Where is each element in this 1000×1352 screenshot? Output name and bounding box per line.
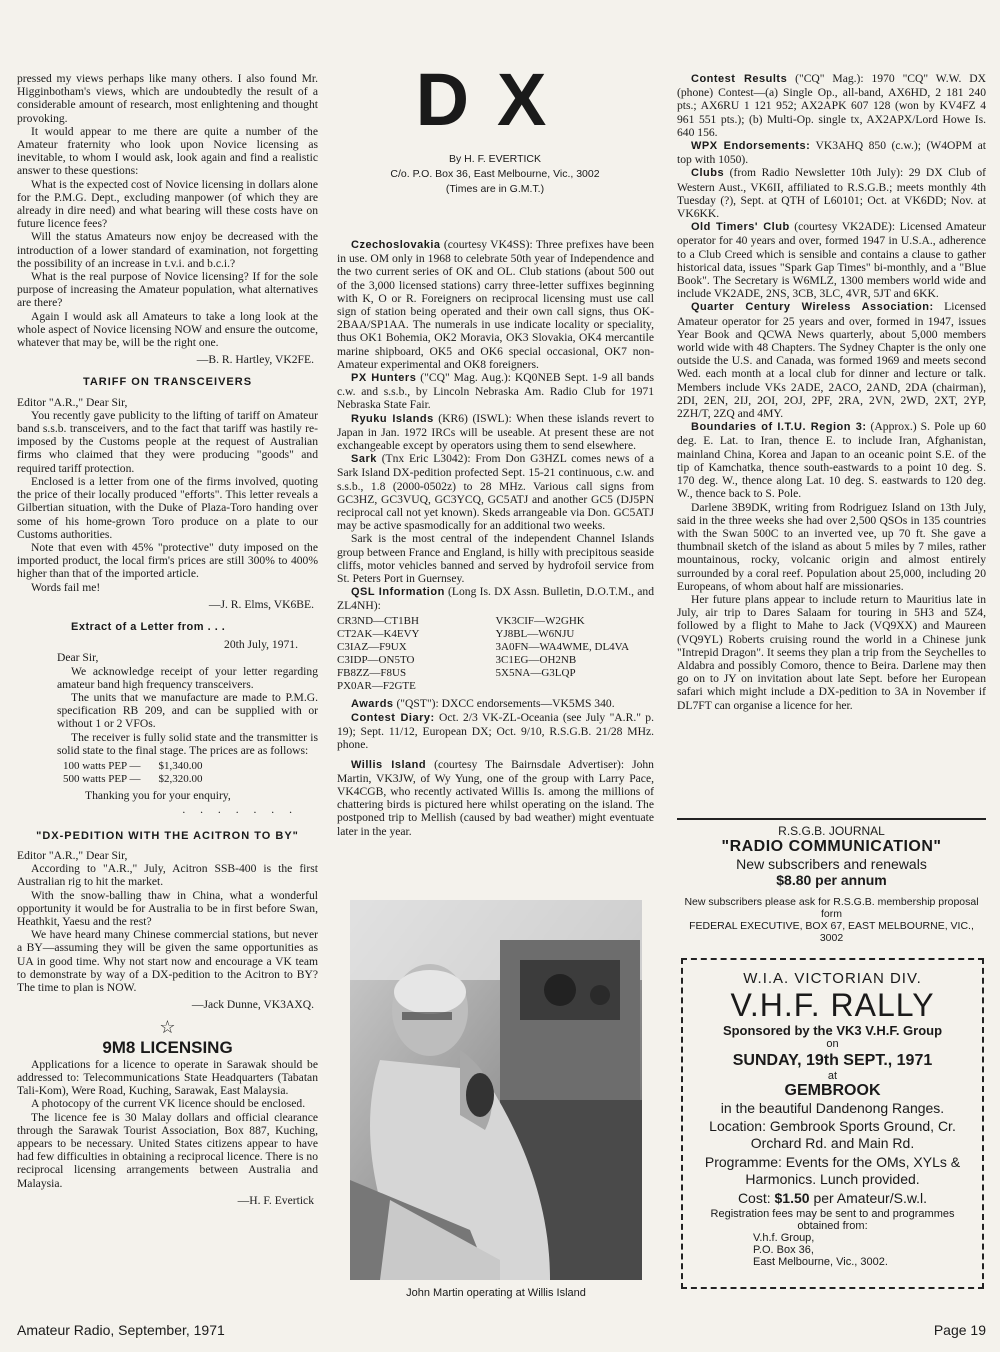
- paragraph: (courtesy The Bairnsdale Advertiser): John Martin, VK3JW, of Wy Yung, one of the group with Larry Pace, VK4CGB, who recently activated Willis Is. among the millions of chattering birds is pictured here whilst operating on the island. The postponed trip to Mellish (caused by bad weather) might eventuate later in the year.: [337, 757, 654, 838]
- rally-place: GEMBROOK: [784, 1082, 881, 1099]
- qsl-entry: CT2AK—K4EVY: [337, 627, 420, 640]
- price-row: 100 watts PEP — $1,340.00: [63, 759, 203, 772]
- wia-division: W.I.A. VICTORIAN DIV.: [743, 970, 922, 987]
- signature: —J. R. Elms, VK6BE.: [208, 597, 314, 611]
- paragraph: According to "A.R.," July, Acitron SSB-400 is the first Australian rig to hit the market.: [17, 862, 318, 889]
- paragraph: Applications for a licence to operate in Sarawak should be addressed to: Telecommunications State Headquarters (Tabatan Tali-Kom), Were Road, Kuching, Sarawak, East Malaysia.: [17, 1057, 318, 1098]
- runin-heading: WPX Endorsements:: [691, 140, 811, 153]
- paragraph: (KR6) (ISWL): When these islands revert to Japan in Jan. 1972 IRCs will be useable. At present these are not exchangeable except by operators using them to send elsewhere.: [337, 411, 654, 453]
- registration-note: Registration fees may be sent to and programmes obtained from:: [710, 1208, 955, 1232]
- runin-heading: Quarter Century Wireless Association:: [691, 301, 934, 314]
- qsl-entry: [496, 680, 655, 693]
- signature: —H. F. Evertick: [237, 1193, 314, 1207]
- qsl-entry: 3C1EG—OH2NB: [495, 653, 577, 666]
- paragraph: With the snow-balling thaw in China, what a wonderful opportunity it would be for Australia to be in first before Swan, Heathkit, Yaesu and the rest?: [17, 888, 318, 928]
- qsl-entry: C3IAZ—F9UX: [337, 640, 407, 653]
- heading-9m8: 9M8 LICENSING: [102, 1037, 233, 1057]
- ellipsis: . . . . . . .: [182, 802, 298, 816]
- qsl-entry: YJ8BL—W6NJU: [495, 627, 575, 640]
- paragraph: (courtesy VK2ADE): Licensed Amateur operator for 40 years and over, formed 1947 in U.S.A., adherence to a Club Creed which is sensible and contains a clause to gather historical data, issues "Spark Gap Times" bi-monthly, and a "Blue Book". The Secretary is W6MLZ, 1300 members world wide and include VK2ADE, 2NS, 3CB, 3LC, 4VR, 5JT and 6KK.: [677, 220, 986, 301]
- paragraph: We acknowledge receipt of your letter regarding amateur band high frequency transceivers.: [57, 664, 318, 691]
- byline: [345, 152, 645, 197]
- paragraph: The units that we manufacture are made to P.M.G. specification RB 209, and can be supplied with or without 1 or 2 VFOs.: [57, 690, 318, 731]
- rally-title: V.H.F. RALLY: [730, 987, 935, 1023]
- rsgb-title: "RADIO COMMUNICATION": [721, 838, 942, 855]
- paragraph: The receiver is fully solid state and the transmitter is solid state to the final stage. The prices are as follows:: [57, 730, 318, 757]
- paragraph: Words fail me!: [31, 580, 101, 594]
- qsl-entry: VK3CIF—W2GHK: [495, 614, 585, 627]
- paragraph: It would appear to me there are quite a number of the Amateur fraternity who look upon Novice licensing as inevitable, to whom I would ask, look again and find a realistic answer to these questions:: [17, 124, 318, 178]
- rsgb-subscribers: New subscribers and renewals: [736, 856, 927, 872]
- rally-location: Location: Gembrook Sports Ground, Cr. Orchard Rd. and Main Rd.: [709, 1118, 956, 1151]
- heading-tariff: TARIFF ON TRANSCEIVERS: [82, 376, 253, 389]
- star-icon: ☆: [159, 1017, 176, 1038]
- qsl-entry: C3IDP—ON5TO: [337, 653, 415, 666]
- paragraph: ("QST"): DXCC endorsements—VK5MS 340.: [393, 696, 615, 710]
- runin-heading: Boundaries of I.T.U. Region 3:: [691, 421, 867, 434]
- photo-image: [350, 900, 642, 1280]
- runin-heading: Clubs: [691, 167, 725, 180]
- on-label: on: [826, 1038, 839, 1050]
- runin-heading: Sark: [351, 453, 377, 466]
- paragraph: (from Radio Newsletter 10th July): 29 DX Club of Western Aust., VK6II, affiliated to R.S.G.B.; meets monthly 4th Tuesday (?), Sept. at QTH of L60101; Oct. at VK6DD; Nov. at VK6KK.: [677, 166, 986, 221]
- runin-heading: Awards: [351, 697, 394, 710]
- price-list: [63, 760, 318, 786]
- at-label: at: [827, 1070, 838, 1082]
- paragraph: ("CQ" Mag. Aug.): KQ0NEB Sept. 1-9 all bands c.w. and s.s.b., by Lincoln Nebraska Am. Radio Club for 1971 Nebraska State Fair.: [337, 371, 654, 412]
- rsgb-note: New subscribers please ask for R.S.G.B. membership proposal form: [684, 896, 979, 920]
- signature: —Jack Dunne, VK3AXQ.: [191, 998, 314, 1012]
- heading-extract: Extract of a Letter from . . .: [71, 620, 226, 633]
- times-note: (Times are in G.M.T.): [445, 183, 545, 195]
- paragraph: (courtesy VK4SS): Three prefixes have been in use. OM only in 1968 to celebrate 50th year of Independence and the two current series of OK and OL. Club stations (about 500 out of the 3,000 licensed stations) carry three-letter suffixes beginning with K, O or R. Foreigners on reciprocal licensing must use call sign of station being operated and their own call signs, thus OK-2BAA/SP1AA. The numerals in use indicate locality or speciality, thus OK1 Bohemia, OK2 Moravia, OK3 Slovakia, OK4 mercantile marine shipboard, OK5 and OK6 special occasional, OK7 non-Amateur experimental and OK8 foreigners.: [337, 238, 654, 371]
- paragraph: ("CQ" Mag.): 1970 "CQ" W.W. DX (phone) Contest—(a) Single Op., all-band, AX6HD, 2 181 240 pts.; AX6RU 1 121 952; AX2APK 607 128 (won by KV4FZ 4 961 551 pts.); (b) Multi-Op. single tx, AX2APX/Lord Howe Is. 640 156.: [677, 72, 986, 139]
- dx-column-right: [677, 72, 986, 712]
- paragraph: The licence fee is 30 Malay dollars and official clearance through the Sarawak Tourist Association, Box 887, Kuching, appears to be necessary. United States citizens appear to have had few difficulties in obtaining a reciprocal licence. There is no reciprocal licensing arrangements between Australia and Malaysia.: [17, 1110, 318, 1190]
- paragraph: (Long Is. DX Assn. Bulletin, D.O.T.M., and ZL4NH):: [337, 585, 655, 613]
- paragraph: We have heard many Chinese commercial stations, but never a BY—assuming they will be given the same opportunities as UA in good time. Why not start now and encourage a VK team to demonstrate by way of a DX-pedition to the Acitron to BY? The time to plan is NOW.: [17, 928, 318, 994]
- qsl-entry: 3A0FN—WA4WME, DL4VA: [495, 640, 630, 653]
- sponsor: Sponsored by the VK3 V.H.F. Group: [722, 1023, 943, 1038]
- rsgb-price: $8.80 per annum: [776, 872, 887, 888]
- paragraph: (Approx.) S. Pole up 60 deg. E. Lat. to Iran, thence E. to include Iran, Afghanistan, mainland China, Korea and Japan to an oceanic point S.E. of the tip of Kamchatka, thence south-eastwards to a point 10 deg. S. 170 deg. W., thence along Lat. 10 deg. S. eastwards to 120 deg. W., thence back to S. Pole.: [677, 420, 986, 501]
- heading-acitron: "DX-PEDITION WITH THE ACITRON TO BY": [36, 829, 299, 842]
- salutation: Editor "A.R.," Dear Sir,: [17, 848, 128, 862]
- qsl-entry: FB8ZZ—F8US: [337, 666, 407, 679]
- qsl-table: [337, 615, 654, 693]
- paragraph: Will the status Amateurs now enjoy be decreased with the introduction of a lower standard of examination, not forgetting the possibility of an increase in t.v.i. and b.c.i.?: [17, 230, 318, 270]
- rally-cost: Cost: $1.50 per Amateur/S.w.l.: [737, 1190, 928, 1206]
- paragraph: Note that even with 45% "protective" duty imposed on the imported product, the local firm's prices are still 300% to 400% higher than that of the imported article.: [17, 540, 318, 581]
- paragraph: Licensed Amateur operator for 25 years and over, formed in 1947, issues Year Book and QCWA News quarterly, about 5,000 members world wide with 48 Chapters. The Sydney Chapter is the only one outside the U.S. and Canada, was formed 1969 and meets second Wed. each month at a local club for dinner and lecture or talk. Members include VKs 2ADE, 2ACO, 2AND, 2DA (chairman), 2DI, 2EN, 2IJ, 2OI, 2OJ, 2PF, 2RA, 2VN, 2WD, 2XT, 2YP, 2ZH/T, 2ZQ and 4MY.: [677, 300, 987, 421]
- photo-caption: John Martin operating at Willis Island: [406, 1287, 586, 1299]
- letter-date: 20th July, 1971.: [224, 638, 298, 652]
- dx-title: DX: [415, 58, 575, 141]
- runin-heading: PX Hunters: [351, 372, 417, 385]
- runin-heading: Czechoslovakia: [351, 239, 441, 251]
- qsl-entry: PX0AR—F2GTE: [337, 679, 416, 692]
- author: By H. F. EVERTICK: [449, 153, 541, 165]
- registration-address: V.h.f. Group, P.O. Box 36, East Melbourne, Vic., 3002.: [753, 1232, 888, 1268]
- paragraph: Enclosed is a letter from one of the firms involved, quoting the price of their locally produced "efforts". This letter reveals a Gilbertian situation, with the Duke of Plaza-Toro handing over some of his home-grown Toro produce on a plate to our Customs authorities.: [17, 474, 318, 541]
- paragraph: What is the real purpose of Novice licensing? If for the sole purpose of increasing the Amateur population, what alternatives are there?: [17, 270, 318, 310]
- dx-column: [337, 238, 654, 838]
- paragraph: Oct. 2/3 VK-ZL-Oceania (see July "A.R." p. 19); Sept. 11/12, European DX; Oct. 9/10, R.S.G.B. 21/28 MHz. phone.: [337, 710, 654, 752]
- paragraph: (Tnx Eric L3042): From Don G3HZL comes news of a Sark Island DX-pedition profected Sept. 15-21 continuous, c.w. and s.s.b., 1.8 (2000-0502z) to 28 MHz. Various call signs from GC3HZ, GC3VUQ, GC3YCQ, GC5ATJ and another GC5 (DJ5PN reciprocal call not yet known). Skeds arrangeable via Don. GC5ATJ may be active spasmodically for an additional two weeks.: [337, 452, 654, 533]
- paragraph: Sark is the most central of the independent Channel Islands group between France and England, is hilly with precipitous seaside cliffs, motor vehicles banned and served by hydrofoil service from St. Peters Port in Guernsey.: [337, 532, 654, 586]
- rsgb-advert: [677, 818, 986, 944]
- signature: —B. R. Hartley, VK2FE.: [196, 353, 314, 367]
- salutation: Editor "A.R.," Dear Sir,: [17, 395, 128, 409]
- rally-programme: Programme: Events for the OMs, XYLs & Harmonics. Lunch provided.: [704, 1154, 961, 1187]
- paragraph: VK3AHQ 850 (c.w.); (W4OPM at top with 1050).: [677, 139, 986, 167]
- rsgb-address: FEDERAL EXECUTIVE, BOX 67, EAST MELBOURNE, VIC., 3002: [689, 920, 974, 944]
- qsl-entry: CR3ND—CT1BH: [337, 614, 419, 627]
- paragraph: A photocopy of the current VK licence should be enclosed.: [31, 1097, 306, 1111]
- page-footer: [17, 1322, 986, 1338]
- runin-heading: Ryuku Islands: [351, 412, 434, 425]
- paragraph: Again I would ask all Amateurs to take a long look at the whole aspect of Novice licensing NOW and ensure the outcome, whatever that may be, will be the right one.: [17, 309, 318, 350]
- willis-island-photo: [350, 900, 642, 1280]
- vhf-rally-advert: [681, 958, 984, 1289]
- runin-heading: Willis Island: [351, 758, 427, 771]
- price-row: 500 watts PEP — $2,320.00: [63, 773, 203, 786]
- paragraph: Darlene 3B9DK, writing from Rodriguez Island on 13th July, said in the three weeks she had over 2,500 QSOs in 135 countries with the Swan 500C to an inverted vee, up 70 ft. She gave a thumbnail sketch of the island as about 5 miles by 7 miles, rather mountainous, rocky, volcanic origin and almost entirely surrounded by a coral reef. Population about 25,000, including 20 Europeans, of whom about half are missionaries.: [677, 500, 986, 593]
- paragraph: You recently gave publicity to the lifting of tariff on Amateur band s.s.b. transceivers, and to the fact that tariff was hastily re-imposed by the Customs people at the request of Australian firms who claimed that they were producing "goods" and required tariff protection.: [17, 408, 318, 475]
- letters-column: [17, 72, 318, 1207]
- runin-heading: Contest Diary:: [351, 711, 435, 724]
- salutation: Dear Sir,: [57, 651, 99, 665]
- publication-date: Amateur Radio, September, 1971: [17, 1322, 225, 1338]
- paragraph: Her future plans appear to include return to Mauritius late in July, air trip to Dares Salaam for touring in 5H3 and 5Z4, followed by a flight to Mahe to Jack (VQ9XX) and Maureen (VQ9YL) Roberts cruising round the world in a Chinese junk "Intrepid Dragon". It seems they plan a trip from the Seychelles to Aldabra and possibly Comoro, thence to Beira. Darlene may then go on to JY on invitation about late Sept. before her European safari which might include a DX-pedition to 3A in November if DL7FT can organise a licence for her.: [677, 592, 986, 712]
- paragraph: pressed my views perhaps like many others. I also found Mr. Higginbotham's views, which are undoubtedly the result of a considerable amount of research, most enlightening and thought provoking.: [17, 72, 318, 125]
- qsl-entry: 5X5NA—G3LQP: [495, 666, 576, 679]
- rally-date: SUNDAY, 19th SEPT., 1971: [732, 1052, 933, 1069]
- rally-region: in the beautiful Dandenong Ranges.: [720, 1100, 945, 1116]
- runin-heading: Contest Results: [691, 73, 788, 85]
- address: C/o. P.O. Box 36, East Melbourne, Vic., 3002: [390, 168, 600, 180]
- paragraph: Thanking you for your enquiry,: [85, 789, 231, 803]
- rsgb-journal: R.S.G.B. JOURNAL: [778, 824, 885, 838]
- runin-heading: QSL Information: [351, 586, 445, 599]
- paragraph: What is the expected cost of Novice licensing in dollars alone for the P.M.G. Dept., excluding manpower (of which they are already in dire need) and what bearing will these costs have on future licence fees?: [17, 177, 318, 231]
- runin-heading: Old Timers' Club: [691, 221, 790, 234]
- page-number: Page 19: [933, 1322, 986, 1338]
